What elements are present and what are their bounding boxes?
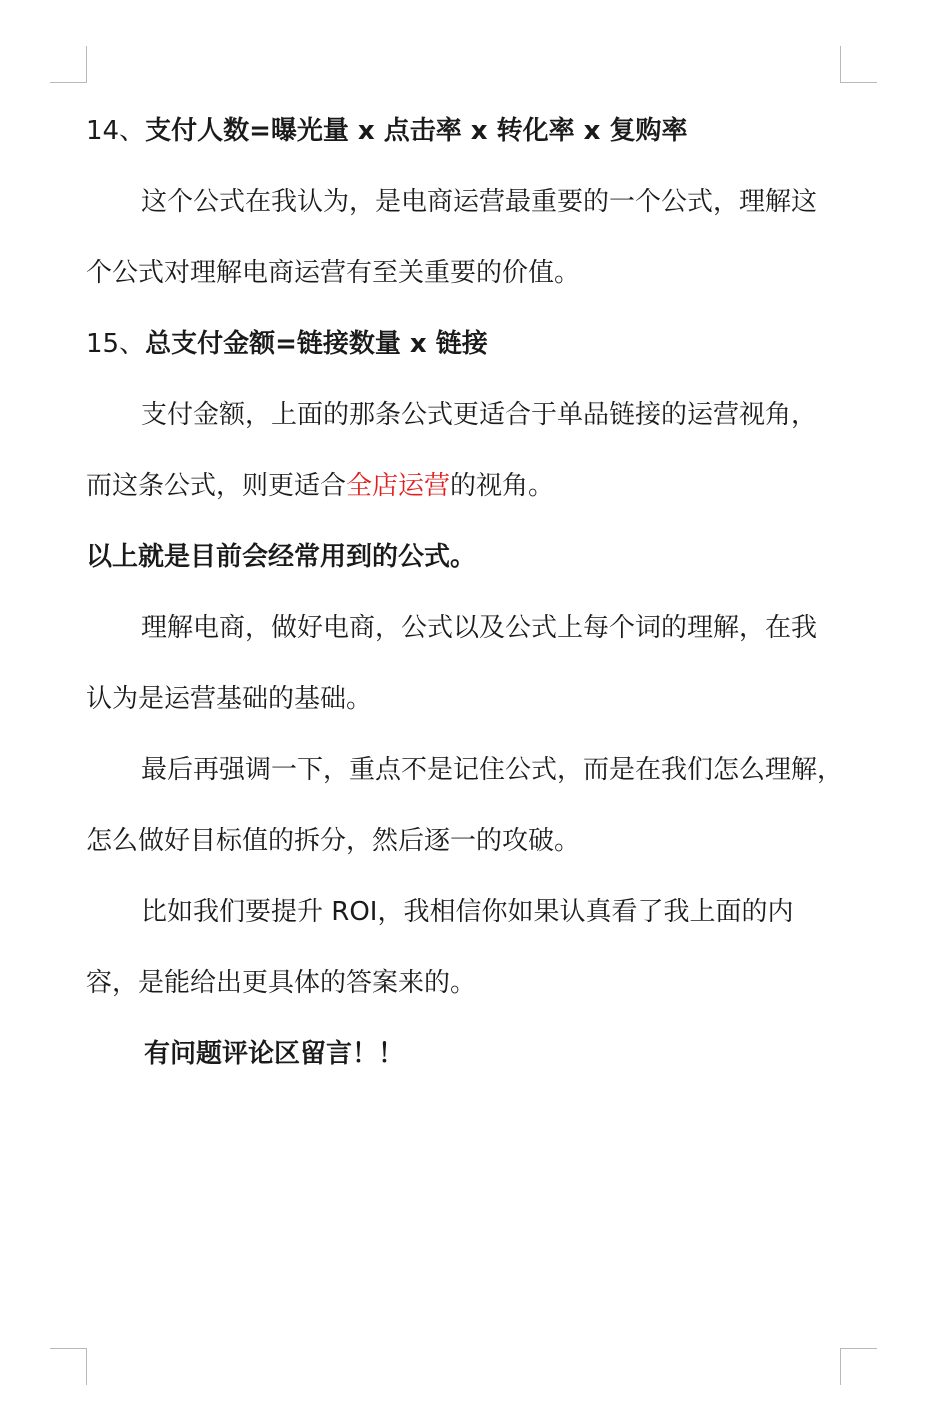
document-body (86, 96, 856, 1090)
heading-item-15 (86, 309, 856, 380)
paragraph-line: 支付金额，上面的那条公式更适合于单品链接的运营视角， (141, 400, 818, 430)
formula-total-payment: 总支付金额=链接数量 x 链接 (145, 329, 488, 359)
page-corner-mark-bottom-right (840, 1348, 877, 1385)
paragraph-line: 个公式对理解电商运营有至关重要的价值。 (86, 258, 581, 288)
summary-heading: 以上就是目前会经常用到的公式。 (86, 542, 477, 572)
paragraph-line: 理解电商，做好电商，公式以及公式上每个词的理解，在我 (141, 613, 818, 643)
highlighted-text: 全店运营 (346, 471, 451, 501)
page-corner-mark-top-left (50, 46, 87, 83)
text-run: 的视角。 (450, 471, 555, 501)
heading-item-14 (86, 96, 856, 167)
item-number: 15、 (86, 329, 146, 359)
paragraph-line (86, 451, 856, 522)
paragraph-line: 比如我们要提升 ROI，我相信你如果认真看了我上面的内 (141, 897, 794, 927)
paragraph-line: 容，是能给出更具体的答案来的。 (86, 968, 477, 998)
paragraph-line: 认为是运营基础的基础。 (86, 684, 373, 714)
paragraph-line: 怎么做好目标值的拆分，然后逐一的攻破。 (86, 826, 581, 856)
paragraph-line: 这个公式在我认为，是电商运营最重要的一个公式，理解这 (141, 187, 818, 217)
page-corner-mark-top-right (840, 46, 877, 83)
closing-remark: 有问题评论区留言！！ (144, 1039, 405, 1069)
paragraph-line: 最后再强调一下，重点不是记住公式，而是在我们怎么理解， (141, 755, 844, 785)
page-corner-mark-bottom-left (50, 1348, 87, 1385)
formula-payers: 支付人数=曝光量 x 点击率 x 转化率 x 复购率 (145, 116, 688, 146)
text-run: 而这条公式，则更适合 (86, 471, 347, 501)
item-number: 14、 (86, 116, 146, 146)
